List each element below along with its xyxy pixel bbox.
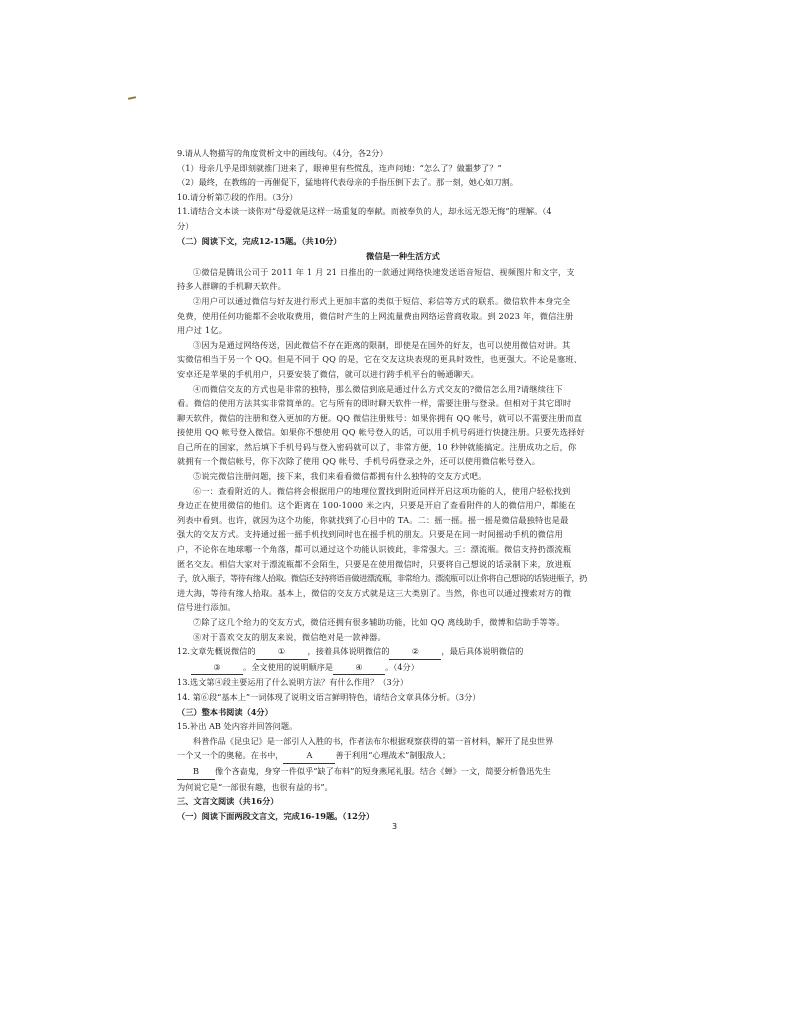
question-15-line-4: 为何说它是“一部很有趣，也很有益的书”。 bbox=[177, 781, 333, 792]
question-15-text: 善于利用“心理战术”制服敌人； bbox=[335, 750, 451, 761]
paragraph-line: 子，放入瓶子，等待有缘人拾取。微信还支持将语音做进漂流瓶，非常给力。漂流瓶可以让你将自己想说的话装进瓶子，扔 bbox=[177, 573, 587, 584]
paragraph-4 bbox=[177, 382, 629, 470]
paragraph-line: ⑤说完微信注册问题，接下来，我们来看看微信都拥有什么独特的交友方式吧。 bbox=[193, 471, 487, 482]
question-9-sentence-1: （1）母亲几乎是即刻就推门进来了，眼神里有些慌乱，连声问她：“怎么了？做噩梦了？” bbox=[177, 162, 502, 173]
paragraph-line: ①微信是腾讯公司于 2011 年 1 月 21 日推出的一款通过网络快速发送语音短信、视频图片和文字，支 bbox=[193, 266, 575, 277]
question-12-text: ，最后具体说明微信的 bbox=[441, 646, 524, 657]
question-10: 10.请分析第⑦段的作用。（3分） bbox=[177, 191, 298, 202]
paragraph-line: 聊天软件，微信的注册和登入更加的方便。QQ 微信注册账号：如果你拥有 QQ 帐号，就可以不需要注册而直 bbox=[177, 412, 583, 423]
paragraph-line: 户，不论你在地球哪一个角落，都可以通过这个功能认识彼此，非常强大。三：漂流瓶。微信支持扔漂流瓶 bbox=[177, 544, 572, 555]
paragraph-line: ⑥一：查看附近的人。微信将会根据用户的地理位置找到附近同样开启这项功能的人，使用户轻松找到 bbox=[193, 485, 571, 496]
paragraph-line: ③因为是通过网络传送，因此微信不存在距离的限制，即使是在国外的好友，也可以使用微信对讲。其 bbox=[193, 339, 571, 350]
question-12-line-2 bbox=[177, 660, 629, 676]
paragraph-line: 就拥有一个微信帐号，你下次除了使用 QQ 帐号、手机号码登录之外，还可以使用微信帐号登入。 bbox=[177, 456, 541, 467]
question-11-line-1: 11.请结合文本谈一谈你对“母爱就是这样一场重复的奉献。而被奉负的人，却永远无怨无悔”的理解。（4 bbox=[177, 206, 552, 217]
question-15-stem: 15.补出 AB 处内容并回答问题。 bbox=[177, 721, 298, 732]
question-15-text: 像个吝啬鬼，身穿一件似乎“缺了布料”的短身燕尾礼服。结合《蝉》一文，简要分析鲁迅先生 bbox=[215, 765, 551, 776]
question-12-text: 。（4分） bbox=[385, 661, 419, 672]
paragraph-line: ⑧对于喜欢交友的朋友来说，微信绝对是一款神器。 bbox=[193, 631, 386, 642]
part-3-heading: 三、文言文阅读（共16分） bbox=[177, 796, 279, 807]
paragraph-line: 强大的交友方式。支持通过摇一摇手机找到同时也在摇手机的朋友。只要是在同一时间摇动手机的微信用 bbox=[177, 529, 563, 540]
question-15-line-1: 科普作品《昆虫记》是一部引人入胜的书，作者法布尔根据观察获得的第一首材料，解开了昆虫世界 bbox=[193, 735, 554, 746]
answer-blank-a[interactable]: A bbox=[283, 748, 335, 764]
question-14: 14. 第⑥段“基本上”一词体现了说明文语言鲜明特色，请结合文章具体分析。（3分） bbox=[177, 691, 481, 702]
answer-blank-2[interactable]: ② bbox=[389, 644, 441, 660]
question-9-stem: 9.请从人物描写的角度赏析文中的画线句。（4分，各2分） bbox=[177, 148, 388, 158]
section-3-heading: （三）整本书阅读（4分） bbox=[177, 706, 273, 717]
question-9-sentence-2: （2）最终，在教练的一再催促下，猛地将代表母亲的手指压倒下去了。那一刻，她心如刀割。 bbox=[177, 177, 518, 188]
paragraph-line: ②用户可以通过微信与好友进行形式上更加丰富的类似于短信、彩信等方式的联系。微信软件本身完全 bbox=[193, 295, 571, 306]
paragraph-6 bbox=[177, 484, 629, 615]
question-11-line-2: 分） bbox=[177, 220, 194, 231]
paragraph-line: 匿名交友。相信大家对于漂流瓶都不会陌生，只要是在使用微信时，只要将自己想说的话录制下来，放进瓶 bbox=[177, 558, 572, 569]
paragraph-line: 用户过 1亿。 bbox=[177, 325, 228, 336]
section-2-heading: （二）阅读下文，完成12-15题。（共10分） bbox=[177, 235, 342, 246]
paragraph-line: ⑦除了这几个给力的交友方式，微信还拥有很多辅助功能，比如 QQ 离线助手，微博和信助手等等。 bbox=[193, 617, 565, 627]
paragraph-line: 自己所在的国家，然后填下手机号码与登入密码就可以了，非常方便，10 秒钟就能搞定。注册成功之后，你 bbox=[177, 441, 577, 452]
answer-blank-b[interactable]: B bbox=[177, 764, 215, 780]
paragraph-line: 信号进行添加。 bbox=[177, 602, 236, 613]
question-13: 13.选文第④段主要运用了什么说明方法？有什么作用？（3分） bbox=[177, 677, 409, 688]
paragraph-8 bbox=[177, 630, 629, 645]
question-12-text: ，接着具体说明微信的 bbox=[307, 646, 390, 657]
exam-page bbox=[177, 146, 629, 823]
answer-blank-1[interactable]: ① bbox=[256, 644, 308, 660]
paragraph-line: 接使用 QQ 帐号登入微信。如果你不想使用 QQ 帐号登入的话，可以用手机号码进行快捷注册。只要先选择好 bbox=[177, 427, 585, 438]
paragraph-line: 免费，使用任何功能都不会收取费用，微信时产生的上网流量费由网络运营商收取。到 2023 年，微信注册 bbox=[177, 310, 574, 321]
paragraph-5 bbox=[177, 469, 629, 484]
paragraph-line: 身边正在使用微信的他们。这个距离在 100-1000 米之内，只要是开启了查看附件的人的微信用户，都能在 bbox=[177, 500, 576, 511]
paragraph-line: 进大海，等待有缘人拾取。基本上，微信的交友方式就是这三大类别了。当然，你也可以通过搜索对方的微 bbox=[177, 587, 572, 598]
paragraph-line: ④而微信交友的方式也是非常的独特，那么微信到底是通过什么方式交友的?微信怎么用?请继续往下 bbox=[193, 383, 563, 394]
paragraph-1 bbox=[177, 265, 629, 294]
paragraph-line: 持多人群聊的手机聊天软件。 bbox=[177, 281, 287, 292]
scan-mark bbox=[128, 96, 136, 100]
paragraph-line: 安卓还是苹果的手机用户，只要安装了微信，就可以进行跨手机平台的畅通聊天。 bbox=[177, 368, 479, 379]
question-12-text: 。全文使用的说明顺序是 bbox=[243, 661, 334, 672]
answer-blank-3[interactable]: ③ bbox=[191, 660, 243, 676]
part-3-subheading: （一）阅读下面两段文言文，完成16-19题。（12分） bbox=[177, 810, 375, 821]
paragraph-line: 看。微信的使用方法其实非常简单的。它与所有的即时聊天软件一样，需要注册与登录。但相对于其它即时 bbox=[177, 398, 572, 409]
page-number: 3 bbox=[392, 822, 398, 831]
question-12-text: 12.文章先概说微信的 bbox=[177, 646, 256, 657]
paragraph-line: 列表中看到。也许，就因为这个功能，你就找到了心目中的 TA。二：摇一摇。摇一摇是微信最独特也是最 bbox=[177, 514, 569, 525]
question-15-text: 一个又一个的奥秘。在书中， bbox=[177, 750, 284, 761]
paragraph-2 bbox=[177, 294, 629, 338]
question-15-line-3 bbox=[177, 764, 629, 780]
article-title: 微信是一种生活方式 bbox=[366, 251, 440, 262]
question-15-line-2 bbox=[177, 748, 629, 764]
paragraph-line: 实微信相当于另一个 QQ。但是不同于 QQ 的是，它在交友这块表现的更具时效性，也更强大。不论是塞班、 bbox=[177, 354, 583, 365]
paragraph-7 bbox=[177, 615, 629, 630]
question-12-line-1 bbox=[177, 644, 629, 660]
answer-blank-4[interactable]: ④ bbox=[333, 660, 385, 676]
paragraph-3 bbox=[177, 338, 629, 382]
